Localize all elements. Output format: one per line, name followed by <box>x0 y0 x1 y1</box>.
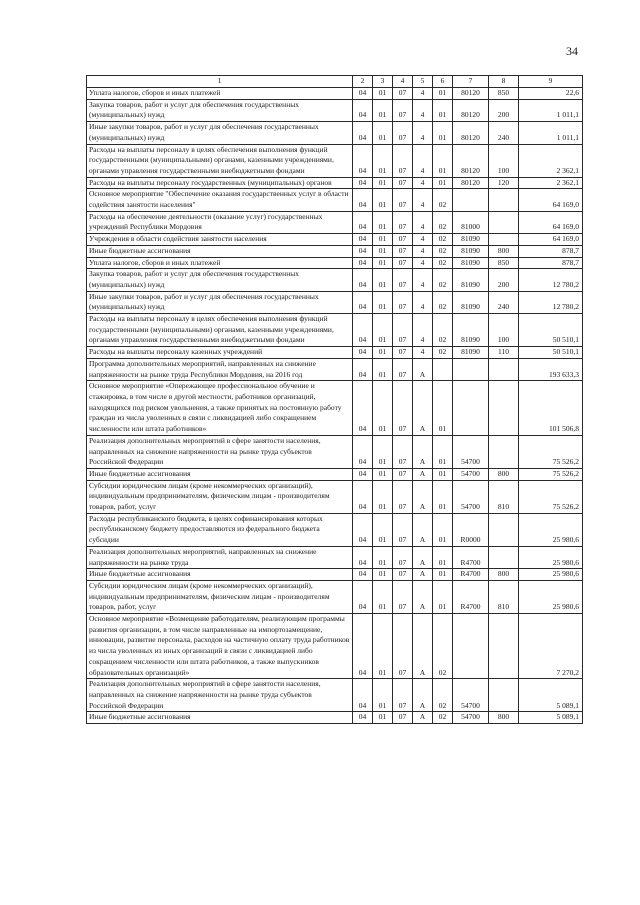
code-c3: 01 <box>373 257 393 269</box>
row-name: Реализация дополнительных мероприятий, направленных на снижение напряженности на рынке труда <box>87 546 353 568</box>
row-amount: 101 506,8 <box>519 381 583 436</box>
row-amount: 25 980,6 <box>519 546 583 568</box>
row-name: Иные бюджетные ассигнования <box>87 712 353 724</box>
code-c4: 07 <box>393 358 413 380</box>
code-c3: 01 <box>373 358 393 380</box>
code-c3: 01 <box>373 144 393 177</box>
code-c4: 07 <box>393 245 413 257</box>
table-row <box>87 245 583 257</box>
code-c7: 81000 <box>453 211 489 233</box>
row-name: Иные бюджетные ассигнования <box>87 245 353 257</box>
code-c3: 01 <box>373 88 393 100</box>
code-c7: 80120 <box>453 177 489 189</box>
code-c6: 02 <box>433 234 453 246</box>
budget-table <box>86 75 583 724</box>
code-c4: 07 <box>393 314 413 347</box>
code-c4: 07 <box>393 189 413 211</box>
row-name: Расходы на выплаты персоналу государственных (муниципальных) органов <box>87 177 353 189</box>
code-c3: 01 <box>373 269 393 291</box>
code-c8 <box>489 234 519 246</box>
code-c5: 4 <box>413 122 433 144</box>
code-c8 <box>489 358 519 380</box>
code-c4: 07 <box>393 234 413 246</box>
code-c7: R4700 <box>453 546 489 568</box>
code-c2: 04 <box>353 435 373 468</box>
code-c2: 04 <box>353 177 373 189</box>
col-header-4: 4 <box>393 76 413 88</box>
code-c6: 01 <box>433 99 453 121</box>
code-c3: 01 <box>373 513 393 546</box>
code-c6: 01 <box>433 513 453 546</box>
code-c6: 02 <box>433 269 453 291</box>
code-c2: 04 <box>353 358 373 380</box>
row-name: Основное мероприятие «Опережающее профессиональное обучение и стажировка, в том числе в другой местности, работников организаций, находящихся под риском увольнения, а также принятых на постоянную работу граждан из числа уволенных в связи с ликвидацией либо сокращением численности или штата работников» <box>87 381 353 436</box>
code-c5: А <box>413 381 433 436</box>
code-c4: 07 <box>393 468 413 480</box>
code-c8: 800 <box>489 468 519 480</box>
code-c5: А <box>413 712 433 724</box>
row-amount: 64 169,0 <box>519 234 583 246</box>
table-row <box>87 144 583 177</box>
code-c8: 810 <box>489 580 519 613</box>
code-c6: 01 <box>433 122 453 144</box>
code-c8 <box>489 435 519 468</box>
code-c7: 54700 <box>453 679 489 712</box>
code-c2: 04 <box>353 347 373 359</box>
code-c8: 100 <box>489 144 519 177</box>
code-c6: 01 <box>433 468 453 480</box>
code-c6 <box>433 358 453 380</box>
row-amount: 12 780,2 <box>519 269 583 291</box>
code-c3: 01 <box>373 569 393 581</box>
code-c6: 01 <box>433 144 453 177</box>
code-c4: 07 <box>393 269 413 291</box>
table-row <box>87 99 583 121</box>
table-row <box>87 122 583 144</box>
code-c8: 810 <box>489 480 519 513</box>
table-row <box>87 513 583 546</box>
row-name: Иные закупки товаров, работ и услуг для обеспечения государственных (муниципальных) нужд <box>87 122 353 144</box>
row-amount: 5 089,1 <box>519 712 583 724</box>
code-c5: 4 <box>413 257 433 269</box>
code-c3: 01 <box>373 435 393 468</box>
code-c6: 01 <box>433 480 453 513</box>
table-row <box>87 257 583 269</box>
code-c5: 4 <box>413 245 433 257</box>
code-c5: А <box>413 614 433 679</box>
code-c8: 800 <box>489 712 519 724</box>
code-c4: 07 <box>393 614 413 679</box>
table-row <box>87 177 583 189</box>
code-c6: 01 <box>433 88 453 100</box>
code-c3: 01 <box>373 468 393 480</box>
code-c3: 01 <box>373 234 393 246</box>
code-c3: 01 <box>373 381 393 436</box>
code-c7: 81090 <box>453 234 489 246</box>
code-c8: 240 <box>489 291 519 313</box>
row-amount: 1 011,1 <box>519 122 583 144</box>
code-c7: 54700 <box>453 712 489 724</box>
code-c2: 04 <box>353 144 373 177</box>
code-c2: 04 <box>353 468 373 480</box>
code-c4: 07 <box>393 177 413 189</box>
code-c8: 200 <box>489 269 519 291</box>
table-row <box>87 580 583 613</box>
code-c2: 04 <box>353 480 373 513</box>
code-c5: 4 <box>413 144 433 177</box>
code-c4: 07 <box>393 122 413 144</box>
code-c8: 100 <box>489 314 519 347</box>
row-amount: 64 169,0 <box>519 211 583 233</box>
code-c2: 04 <box>353 122 373 144</box>
code-c5: 4 <box>413 291 433 313</box>
table-row <box>87 269 583 291</box>
row-amount: 12 780,2 <box>519 291 583 313</box>
code-c5: А <box>413 679 433 712</box>
code-c2: 04 <box>353 269 373 291</box>
code-c2: 04 <box>353 189 373 211</box>
code-c7: R4700 <box>453 569 489 581</box>
code-c4: 07 <box>393 211 413 233</box>
code-c6: 02 <box>433 211 453 233</box>
table-row <box>87 88 583 100</box>
row-name: Субсидии юридическим лицам (кроме некоммерческих организаций), индивидуальным предпринимателям, физическим лицам - производителям товаров, работ, услуг <box>87 580 353 613</box>
code-c2: 04 <box>353 211 373 233</box>
code-c6: 02 <box>433 679 453 712</box>
row-name: Программа дополнительных мероприятий, направленных на снижение напряженности на рынке труда Республики Мордовия, на 2016 год <box>87 358 353 380</box>
code-c5: 4 <box>413 211 433 233</box>
code-c2: 04 <box>353 291 373 313</box>
code-c3: 01 <box>373 189 393 211</box>
code-c8 <box>489 614 519 679</box>
code-c3: 01 <box>373 546 393 568</box>
code-c8: 200 <box>489 99 519 121</box>
code-c8: 240 <box>489 122 519 144</box>
code-c5: А <box>413 569 433 581</box>
code-c7 <box>453 614 489 679</box>
table-row <box>87 614 583 679</box>
row-name: Иные бюджетные ассигнования <box>87 569 353 581</box>
code-c3: 01 <box>373 122 393 144</box>
row-name: Иные закупки товаров, работ и услуг для обеспечения государственных (муниципальных) нужд <box>87 291 353 313</box>
table-row <box>87 347 583 359</box>
code-c5: А <box>413 480 433 513</box>
table-row <box>87 546 583 568</box>
row-name: Уплата налогов, сборов и иных платежей <box>87 88 353 100</box>
code-c8: 850 <box>489 257 519 269</box>
row-amount: 22,6 <box>519 88 583 100</box>
row-amount: 25 980,6 <box>519 580 583 613</box>
code-c3: 01 <box>373 314 393 347</box>
col-header-5: 5 <box>413 76 433 88</box>
code-c5: А <box>413 580 433 613</box>
row-name: Закупка товаров, работ и услуг для обеспечения государственных (муниципальных) нужд <box>87 269 353 291</box>
code-c3: 01 <box>373 291 393 313</box>
row-name: Учреждения в области содействия занятости населения <box>87 234 353 246</box>
code-c5: 4 <box>413 189 433 211</box>
code-c4: 07 <box>393 291 413 313</box>
code-c2: 04 <box>353 99 373 121</box>
row-amount: 193 633,3 <box>519 358 583 380</box>
code-c6: 01 <box>433 580 453 613</box>
code-c5: А <box>413 468 433 480</box>
row-amount: 50 510,1 <box>519 314 583 347</box>
code-c3: 01 <box>373 480 393 513</box>
table-row <box>87 291 583 313</box>
code-c4: 07 <box>393 712 413 724</box>
code-c4: 07 <box>393 144 413 177</box>
code-c6: 02 <box>433 712 453 724</box>
col-header-7: 7 <box>453 76 489 88</box>
page-number: 34 <box>566 44 578 58</box>
row-name: Реализация дополнительных мероприятий в сфере занятости населения, направленных на снижение напряженности на рынке труда субъектов Российской Федерации <box>87 679 353 712</box>
row-amount: 2 362,1 <box>519 144 583 177</box>
code-c7: 54700 <box>453 468 489 480</box>
code-c7: 81090 <box>453 347 489 359</box>
code-c6: 01 <box>433 435 453 468</box>
row-amount: 25 980,6 <box>519 513 583 546</box>
col-header-1: 1 <box>87 76 353 88</box>
row-amount: 7 270,2 <box>519 614 583 679</box>
code-c4: 07 <box>393 569 413 581</box>
table-row <box>87 468 583 480</box>
code-c6: 01 <box>433 546 453 568</box>
code-c7 <box>453 189 489 211</box>
row-name: Расходы на выплаты персоналу в целях обеспечения выполнения функций государственными (муниципальными) органами, казенными учреждениями, органами управления государственными внебюджетными фондами <box>87 314 353 347</box>
code-c6: 02 <box>433 614 453 679</box>
row-name: Расходы на обеспечение деятельности (оказание услуг) государственных учреждений Республики Мордовия <box>87 211 353 233</box>
code-c7: R0000 <box>453 513 489 546</box>
code-c5: А <box>413 358 433 380</box>
table-row <box>87 358 583 380</box>
code-c2: 04 <box>353 234 373 246</box>
code-c5: А <box>413 435 433 468</box>
code-c5: 4 <box>413 234 433 246</box>
code-c2: 04 <box>353 679 373 712</box>
code-c7: R4700 <box>453 580 489 613</box>
row-amount: 878,7 <box>519 257 583 269</box>
code-c8 <box>489 189 519 211</box>
code-c6: 02 <box>433 245 453 257</box>
code-c7: 81090 <box>453 257 489 269</box>
code-c4: 07 <box>393 257 413 269</box>
row-name: Основное мероприятие «Возмещение работодателям, реализующим программы развития организации, в том числе направленные на импортозамещение, инновации, развитие персонала, расходов на частичную оплату труда работников из числа уволенных из иных организаций в связи с ликвидацией либо сокращением численности или штата работников, а также выпускников образовательных организаций» <box>87 614 353 679</box>
code-c2: 04 <box>353 712 373 724</box>
code-c6: 02 <box>433 314 453 347</box>
code-c7: 81090 <box>453 314 489 347</box>
code-c8 <box>489 546 519 568</box>
row-amount: 2 362,1 <box>519 177 583 189</box>
code-c6: 01 <box>433 177 453 189</box>
code-c3: 01 <box>373 245 393 257</box>
row-amount: 75 526,2 <box>519 435 583 468</box>
code-c7: 80120 <box>453 144 489 177</box>
code-c6: 02 <box>433 189 453 211</box>
code-c8: 110 <box>489 347 519 359</box>
code-c5: 4 <box>413 99 433 121</box>
row-amount: 25 980,6 <box>519 569 583 581</box>
code-c3: 01 <box>373 99 393 121</box>
row-amount: 64 169,0 <box>519 189 583 211</box>
code-c5: 4 <box>413 269 433 291</box>
code-c5: А <box>413 546 433 568</box>
code-c6: 02 <box>433 291 453 313</box>
code-c8: 800 <box>489 569 519 581</box>
code-c3: 01 <box>373 580 393 613</box>
table-row <box>87 189 583 211</box>
code-c4: 07 <box>393 679 413 712</box>
code-c2: 04 <box>353 614 373 679</box>
code-c3: 01 <box>373 712 393 724</box>
row-amount: 5 089,1 <box>519 679 583 712</box>
code-c7: 54700 <box>453 480 489 513</box>
row-name: Основное мероприятие "Обеспечение оказания государственных услуг в области содействия занятости населения" <box>87 189 353 211</box>
row-amount: 50 510,1 <box>519 347 583 359</box>
code-c3: 01 <box>373 347 393 359</box>
code-c6: 01 <box>433 569 453 581</box>
code-c7: 54700 <box>453 435 489 468</box>
code-c4: 07 <box>393 347 413 359</box>
row-amount: 75 526,2 <box>519 468 583 480</box>
table-row <box>87 381 583 436</box>
col-header-2: 2 <box>353 76 373 88</box>
code-c2: 04 <box>353 569 373 581</box>
code-c2: 04 <box>353 245 373 257</box>
row-amount: 75 526,2 <box>519 480 583 513</box>
col-header-3: 3 <box>373 76 393 88</box>
row-name: Расходы на выплаты персоналу в целях обеспечения выполнения функций государственными (муниципальными) органами, казенными учреждениями, органами управления государственными внебюджетными фондами <box>87 144 353 177</box>
code-c4: 07 <box>393 546 413 568</box>
row-name: Субсидии юридическим лицам (кроме некоммерческих организаций), индивидуальным предпринимателям, физическим лицам - производителям товаров, работ, услуг <box>87 480 353 513</box>
code-c2: 04 <box>353 580 373 613</box>
row-name: Уплата налогов, сборов и иных платежей <box>87 257 353 269</box>
row-amount: 1 011,1 <box>519 99 583 121</box>
code-c7: 81090 <box>453 269 489 291</box>
code-c4: 07 <box>393 99 413 121</box>
code-c3: 01 <box>373 614 393 679</box>
code-c8 <box>489 211 519 233</box>
table-body <box>87 88 583 724</box>
code-c4: 07 <box>393 435 413 468</box>
code-c7 <box>453 358 489 380</box>
row-name: Закупка товаров, работ и услуг для обеспечения государственных (муниципальных) нужд <box>87 99 353 121</box>
code-c5: 4 <box>413 177 433 189</box>
code-c4: 07 <box>393 381 413 436</box>
row-name: Реализация дополнительных мероприятий в сфере занятости населения, направленных на снижение напряженности на рынке труда субъектов Российской Федерации <box>87 435 353 468</box>
table-row <box>87 211 583 233</box>
table-row <box>87 314 583 347</box>
code-c8 <box>489 381 519 436</box>
code-c7: 81090 <box>453 291 489 313</box>
code-c3: 01 <box>373 177 393 189</box>
code-c7: 80120 <box>453 88 489 100</box>
code-c8: 120 <box>489 177 519 189</box>
code-c8: 800 <box>489 245 519 257</box>
code-c7: 80120 <box>453 122 489 144</box>
code-c3: 01 <box>373 211 393 233</box>
table-row <box>87 712 583 724</box>
code-c2: 04 <box>353 314 373 347</box>
code-c4: 07 <box>393 88 413 100</box>
code-c5: 4 <box>413 314 433 347</box>
code-c8 <box>489 679 519 712</box>
header-row <box>87 76 583 88</box>
code-c3: 01 <box>373 679 393 712</box>
table-row <box>87 234 583 246</box>
code-c7 <box>453 381 489 436</box>
col-header-6: 6 <box>433 76 453 88</box>
code-c2: 04 <box>353 546 373 568</box>
col-header-9: 9 <box>519 76 583 88</box>
row-name: Расходы республиканского бюджета, в целях софинансирования которых республиканскому бюджету предоставляются из федерального бюджета субсидии <box>87 513 353 546</box>
row-name: Иные бюджетные ассигнования <box>87 468 353 480</box>
code-c2: 04 <box>353 88 373 100</box>
code-c5: 4 <box>413 347 433 359</box>
table-row <box>87 435 583 468</box>
code-c4: 07 <box>393 480 413 513</box>
code-c7: 81090 <box>453 245 489 257</box>
code-c6: 01 <box>433 381 453 436</box>
table-row <box>87 480 583 513</box>
code-c6: 02 <box>433 257 453 269</box>
code-c5: 4 <box>413 88 433 100</box>
row-amount: 878,7 <box>519 245 583 257</box>
code-c7: 80120 <box>453 99 489 121</box>
table-row <box>87 569 583 581</box>
table-row <box>87 679 583 712</box>
code-c2: 04 <box>353 381 373 436</box>
row-name: Расходы на выплаты персоналу казенных учреждений <box>87 347 353 359</box>
col-header-8: 8 <box>489 76 519 88</box>
code-c2: 04 <box>353 257 373 269</box>
code-c8 <box>489 513 519 546</box>
code-c6: 02 <box>433 347 453 359</box>
code-c4: 07 <box>393 513 413 546</box>
code-c2: 04 <box>353 513 373 546</box>
code-c4: 07 <box>393 580 413 613</box>
code-c8: 850 <box>489 88 519 100</box>
code-c5: А <box>413 513 433 546</box>
